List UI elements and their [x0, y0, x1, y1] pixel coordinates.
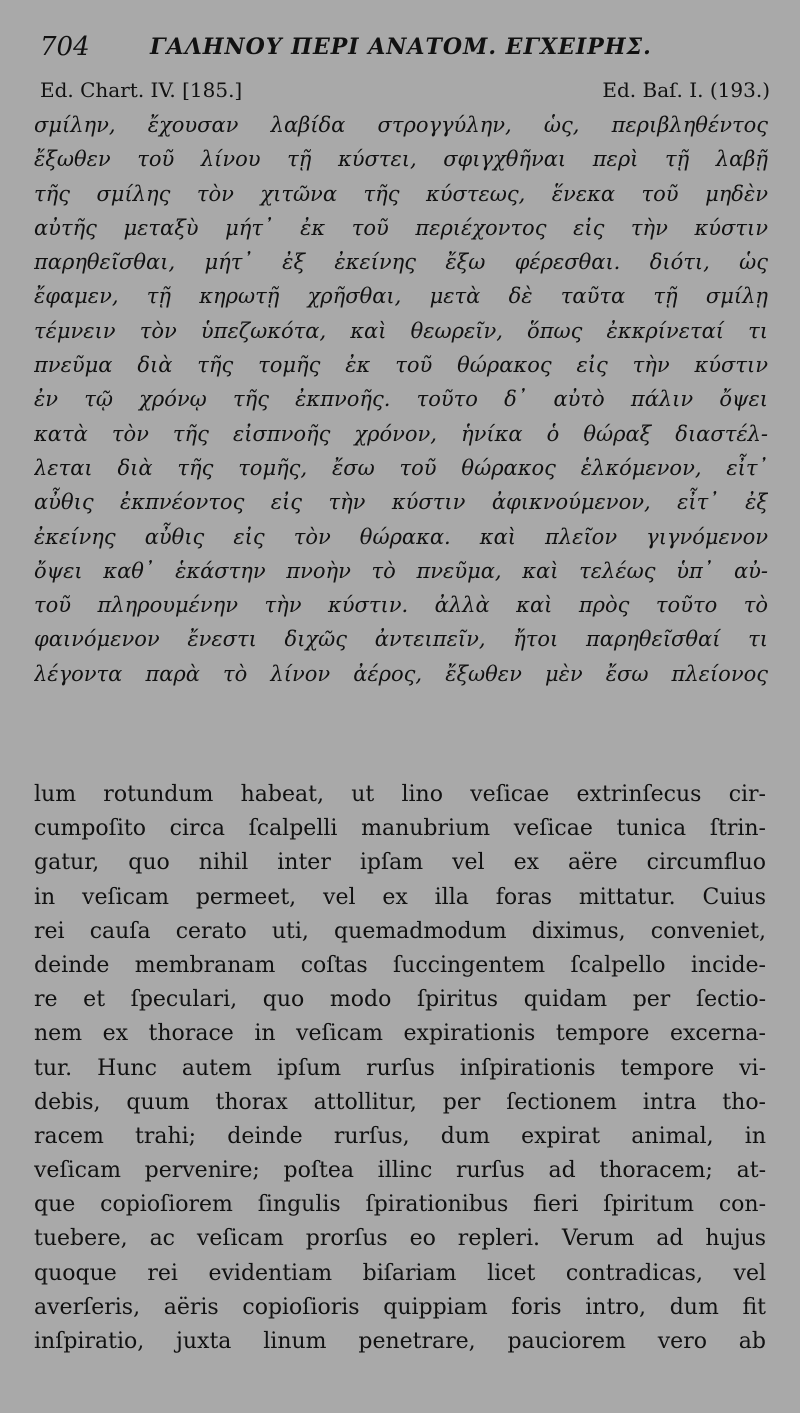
latin-line: averſeris, aëris copioſioris quippiam foris intro, dum fit — [34, 1294, 766, 1320]
edition-chartier: Ed. Chart. IV. [185.] — [40, 78, 243, 102]
greek-text-block — [34, 108, 768, 691]
latin-line: tuebere, ac veſicam prorſus eo repleri. Verum ad hujus — [34, 1226, 766, 1252]
latin-text-block — [34, 778, 766, 1359]
latin-line: debis, quum thorax attollitur, per ſectionem intra tho- — [34, 1089, 766, 1115]
latin-line: lum rotundum habeat, ut lino veſicae extrinſecus cir- — [34, 782, 766, 807]
running-title: ΓΑΛΗΝΟΥ ΠΕΡΙ ΑΝΑΤΟΜ. ΕΓΧΕΙΡΗΣ. — [150, 34, 652, 60]
latin-line: racem trahi; deinde rurſus, dum expirat animal, in — [34, 1123, 766, 1149]
latin-line: deinde membranam coſtas ſuccingentem ſcalpello incide- — [34, 952, 766, 978]
greek-line: ἔφαμεν, τῇ κηρωτῇ χρῆσθαι, μετὰ δὲ ταῦτα τῇ σμίλῃ — [34, 284, 768, 309]
latin-line: que copioſiorem ſingulis ſpirationibus fieri ſpiritum con- — [34, 1192, 766, 1218]
latin-line: veſicam pervenire; poſtea illinc rurſus ad thoracem; at- — [34, 1158, 766, 1184]
greek-line: φαινόμενον ἔνεστι διχῶς ἀντειπεῖν, ἤτοι παρηθεῖσθαί τι — [34, 627, 768, 652]
greek-line: παρηθεῖσθαι, μήτ᾽ ἐξ ἐκείνης ἔξω φέρεσθαι. διότι, ὡς — [34, 250, 768, 275]
greek-line: λέγοντα παρὰ τὸ λίνον ἀέρος, ἔξωθεν μὲν ἔσω πλείονος — [34, 661, 768, 686]
latin-line: gatur, quo nihil inter ipſam vel ex aëre circumfluo — [34, 850, 766, 876]
latin-line: rei cauſa cerato uti, quemadmodum diximus, conveniet, — [34, 918, 766, 944]
greek-line: πνεῦμα διὰ τῆς τομῆς ἐκ τοῦ θώρακος εἰς τὴν κύστιν — [34, 353, 768, 378]
page-number: 704 — [40, 32, 90, 62]
greek-line: ἐν τῷ χρόνῳ τῆς ἐκπνοῆς. τοῦτο δ᾽ αὐτὸ πάλιν ὄψει — [34, 387, 768, 412]
greek-line: λεται διὰ τῆς τομῆς, ἔσω τοῦ θώρακος ἑλκόμενον, εἶτ᾽ — [34, 455, 768, 480]
greek-line: τέμνειν τὸν ὑπεζωκότα, καὶ θεωρεῖν, ὅπως ἐκκρίνεταί τι — [34, 318, 768, 343]
latin-line: tur. Hunc autem ipſum rurſus inſpirationis tempore vi- — [34, 1055, 766, 1081]
edition-references — [40, 78, 770, 106]
latin-line: nem ex thorace in veſicam expirationis tempore excerna- — [34, 1021, 766, 1047]
greek-line: τοῦ πληρουμένην τὴν κύστιν. ἀλλὰ καὶ πρὸς τοῦτο τὸ — [34, 593, 768, 618]
greek-line: κατὰ τὸν τῆς εἰσπνοῆς χρόνον, ἡνίκα ὁ θώραξ διαστέλ- — [34, 421, 768, 446]
latin-line: inſpiratio, juxta linum penetrare, pauciorem vero ab — [34, 1329, 766, 1354]
greek-line: σμίλην, ἔχουσαν λαβίδα στρογγύλην, ὡς, περιβληθέντος — [34, 113, 768, 137]
greek-line: αὐτῆς μεταξὺ μήτ᾽ ἐκ τοῦ περιέχοντος εἰς τὴν κύστιν — [34, 215, 768, 240]
greek-line: ὄψει καθ᾽ ἑκάστην πνοὴν τὸ πνεῦμα, καὶ τελέως ὑπ᾽ αὐ- — [34, 558, 768, 583]
page-header — [40, 26, 760, 66]
latin-line: in veſicam permeet, vel ex illa foras mittatur. Cuius — [34, 884, 766, 910]
greek-line: ἔξωθεν τοῦ λίνου τῇ κύστει, σφιγχθῆναι περὶ τῇ λαβῇ — [34, 147, 768, 172]
greek-line: τῆς σμίλης τὸν χιτῶνα τῆς κύστεως, ἕνεκα τοῦ μηδὲν — [34, 181, 768, 206]
latin-line: re et ſpeculari, quo modo ſpiritus quidam per ſectio- — [34, 987, 766, 1013]
latin-line: quoque rei evidentiam biſariam licet contradicas, vel — [34, 1260, 766, 1286]
latin-line: cumpoſito circa ſcalpelli manubrium veſicae tunica ſtrin- — [34, 816, 766, 842]
greek-line: αὖθις ἐκπνέοντος εἰς τὴν κύστιν ἀφικνούμενον, εἶτ᾽ ἐξ — [34, 490, 768, 515]
edition-basel: Ed. Baſ. I. (193.) — [602, 78, 770, 102]
greek-line: ἐκείνης αὖθις εἰς τὸν θώρακα. καὶ πλεῖον γιγνόμενον — [34, 524, 768, 549]
